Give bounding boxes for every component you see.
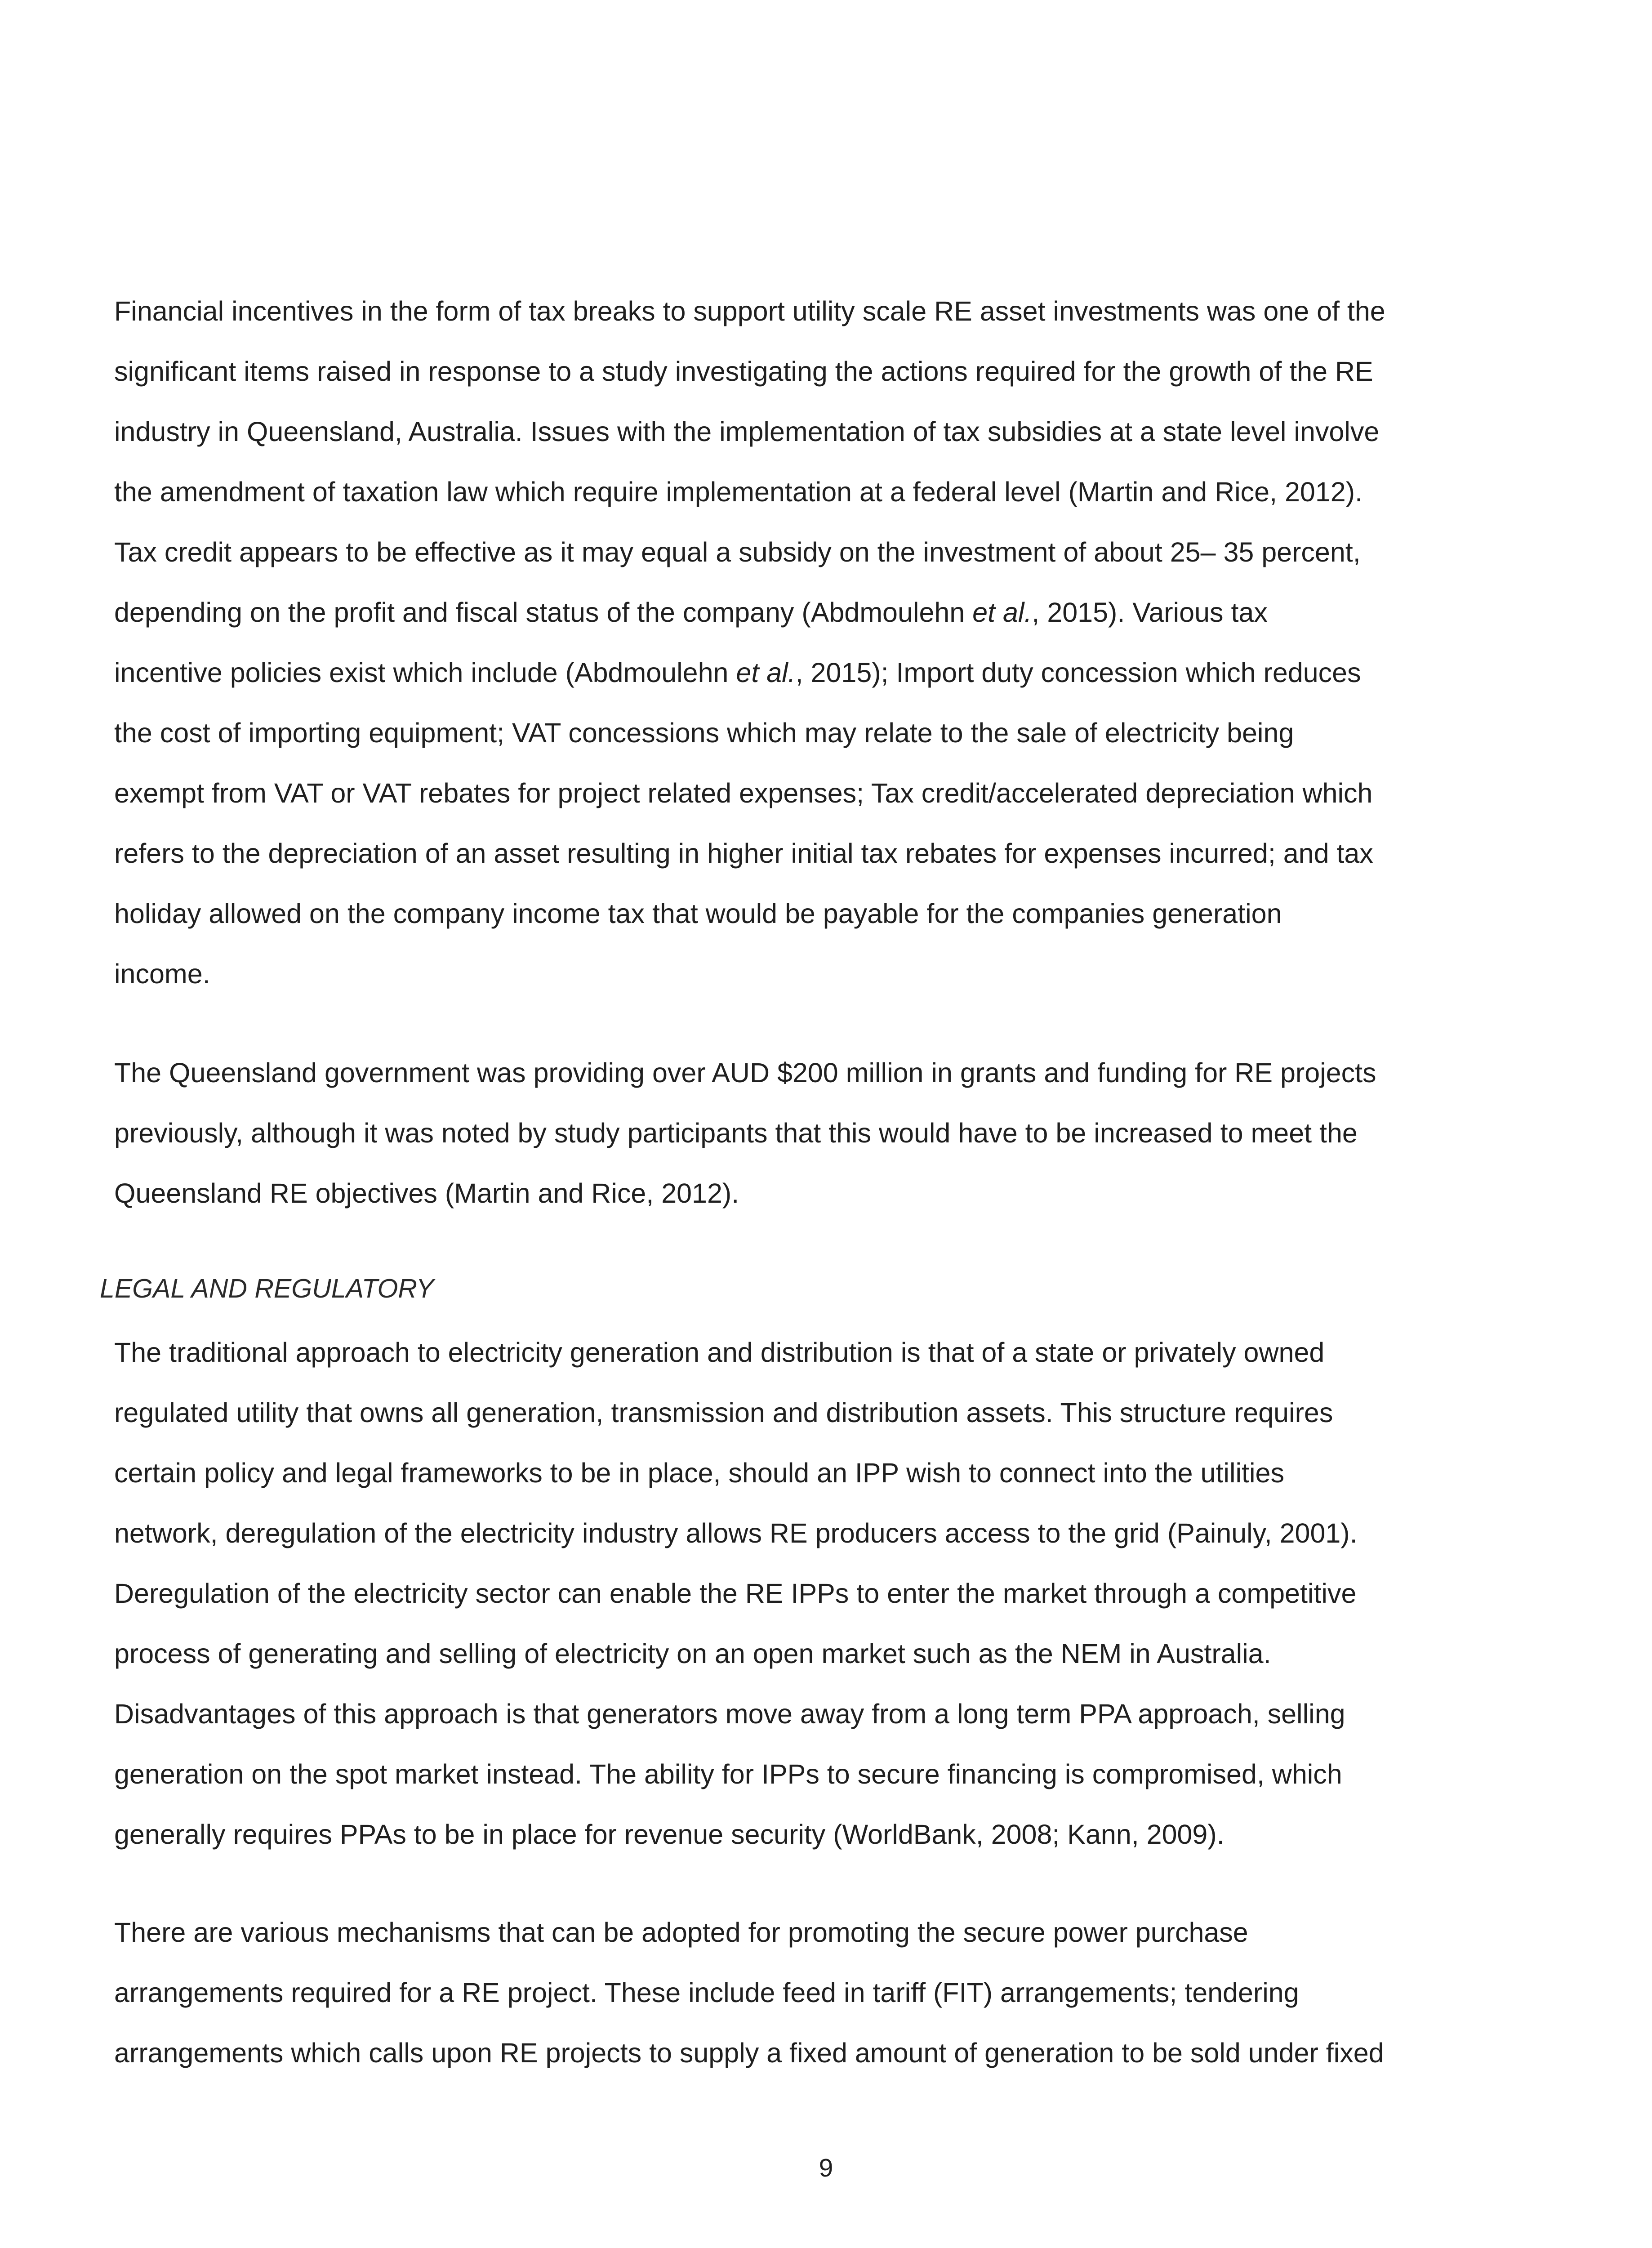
section-heading: LEGAL AND REGULATORY: [100, 1274, 434, 1303]
paragraph-1-line-11: holiday allowed on the company income tax that would be payable for the companies generation: [114, 898, 1282, 929]
citation-et-al: et al.: [736, 657, 796, 688]
paragraph-1-line-3: industry in Queensland, Australia. Issues with the implementation of tax subsidies at a state level involve: [114, 416, 1380, 447]
paragraph-1-line-4: the amendment of taxation law which require implementation at a federal level (Martin and Rice, 2012).: [114, 477, 1363, 507]
paragraph-1-line-1: Financial incentives in the form of tax breaks to support utility scale RE asset investments was one of the: [114, 296, 1385, 326]
paragraph-3-line-9: generally requires PPAs to be in place for revenue security (WorldBank, 2008; Kann, 2009).: [114, 1819, 1225, 1850]
paragraph-1-line-10: refers to the depreciation of an asset resulting in higher initial tax rebates for expenses incurred; and tax: [114, 838, 1373, 869]
paragraph-2-line-2: previously, although it was noted by study participants that this would have to be increased to meet the: [114, 1118, 1358, 1148]
page-number: 9: [819, 2154, 833, 2182]
paragraph-3-line-1: The traditional approach to electricity generation and distribution is that of a state or privately owned: [114, 1337, 1325, 1368]
paragraph-4-line-1: There are various mechanisms that can be adopted for promoting the secure power purchase: [114, 1917, 1248, 1948]
paragraph-3-line-4: network, deregulation of the electricity industry allows RE producers access to the grid (Painuly, 2001).: [114, 1518, 1358, 1548]
paragraph-1-line-9: exempt from VAT or VAT rebates for project related expenses; Tax credit/accelerated depreciation which: [114, 778, 1373, 808]
line-text: incentive policies exist which include (Abdmoulehn: [114, 657, 736, 688]
paragraph-1-line-2: significant items raised in response to a study investigating the actions required for the growth of the RE: [114, 356, 1373, 387]
paragraph-3-line-8: generation on the spot market instead. The ability for IPPs to secure financing is compromised, which: [114, 1759, 1342, 1789]
paragraph-1-line-8: the cost of importing equipment; VAT concessions which may relate to the sale of electricity being: [114, 718, 1294, 748]
paragraph-3-line-5: Deregulation of the electricity sector can enable the RE IPPs to enter the market through a competitive: [114, 1578, 1357, 1609]
citation-et-al: et al.: [972, 597, 1032, 628]
line-text: , 2015); Import duty concession which reduces: [795, 657, 1361, 688]
paragraph-3-line-3: certain policy and legal frameworks to be in place, should an IPP wish to connect into the utilities: [114, 1458, 1284, 1488]
paragraph-4-line-3: arrangements which calls upon RE projects to supply a fixed amount of generation to be sold under fixed: [114, 2038, 1384, 2068]
paragraph-2-line-1: The Queensland government was providing over AUD $200 million in grants and funding for RE projects: [114, 1057, 1376, 1088]
paragraph-4-line-2: arrangements required for a RE project. These include feed in tariff (FIT) arrangements; tendering: [114, 1977, 1299, 2008]
paragraph-1-line-7: [114, 655, 1361, 691]
line-text: , 2015). Various tax: [1032, 597, 1268, 628]
paragraph-3-line-6: process of generating and selling of electricity on an open market such as the NEM in Australia.: [114, 1638, 1271, 1669]
paragraph-3-line-7: Disadvantages of this approach is that generators move away from a long term PPA approach, selling: [114, 1699, 1345, 1729]
paragraph-3-line-2: regulated utility that owns all generation, transmission and distribution assets. This structure requires: [114, 1397, 1333, 1428]
paragraph-1-line-6: [114, 594, 1268, 630]
paragraph-1-line-12: income.: [114, 959, 210, 989]
paragraph-2-line-3: Queensland RE objectives (Martin and Rice, 2012).: [114, 1178, 739, 1209]
paragraph-1-line-5: Tax credit appears to be effective as it may equal a subsidy on the investment of about 25– 35 percent,: [114, 537, 1361, 567]
line-text: depending on the profit and fiscal status of the company (Abdmoulehn: [114, 597, 973, 628]
